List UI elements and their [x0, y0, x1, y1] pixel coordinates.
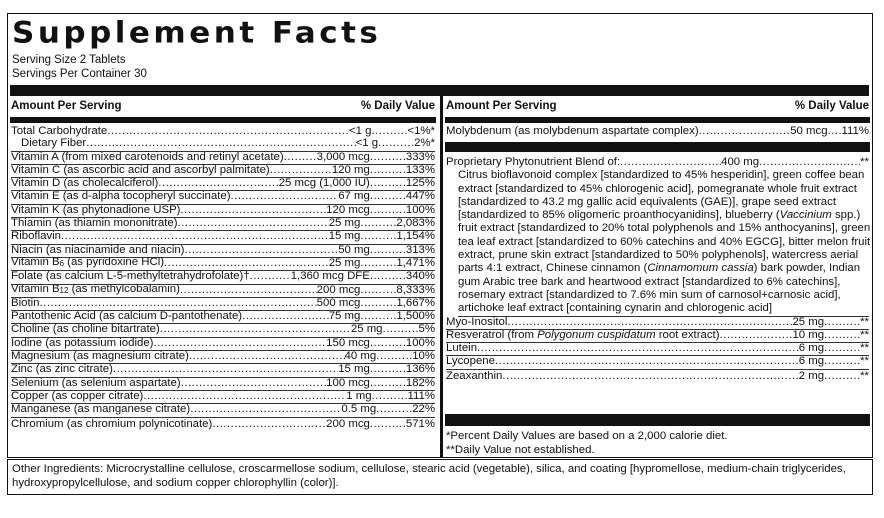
nutrient-daily-value: 313% — [405, 243, 435, 256]
nutrient-row — [11, 165, 435, 178]
blend-ingredients — [446, 169, 869, 316]
nutrient-daily-value: 182% — [405, 376, 435, 389]
blend-line: artichoke leaf extract [containing cynarin and chlorogenic acid] — [458, 302, 869, 316]
nutrient-amount: 67 mg — [338, 190, 370, 203]
nutrient-amount: 120 mcg — [326, 203, 370, 216]
nutrient-name: Zinc (as zinc citrate) — [11, 363, 113, 376]
blend-line: [standardized to 85% oligomeric proanthocyanidins], blueberry (Vaccinium spp.) — [458, 209, 861, 222]
nutrient-amount: 6 mg — [798, 342, 825, 355]
nutrient-row: Molybdenum (as molybdenum aspartate complex) ..... 50 mcg ..... 111% — [446, 125, 869, 138]
nutrient-row — [11, 255, 435, 271]
nutrient-amount: 2 mg — [798, 369, 825, 382]
nutrient-amount: 10 mg — [792, 328, 825, 341]
nutrient-row — [11, 364, 435, 377]
nutrient-daily-value: <1%* — [407, 125, 435, 137]
blend-block — [446, 156, 869, 383]
left-nutrient-list — [11, 125, 435, 431]
nutrient-row — [11, 351, 435, 364]
nutrient-row — [11, 282, 435, 298]
amount-per-serving-label: Amount Per Serving — [11, 100, 122, 112]
nutrient-name: Vitamin A (from mixed carotenoids and retinyl acetate) — [11, 150, 284, 163]
blend-line: parts 4:1 extract, Chinese cinnamon (Cinnamomum cassia) bark powder, Indian — [458, 262, 861, 275]
footnote-dv: *Percent Daily Values are based on a 2,000 calorie diet. — [446, 430, 728, 442]
nutrient-row — [11, 418, 435, 431]
nutrient-amount: 25 mg — [328, 217, 361, 230]
blend-line: tea leaf extract [standardized to 60% catechins and 40% EGCG], bitter melon fruit — [458, 235, 871, 248]
thick-divider — [445, 414, 870, 426]
nutrient-row — [11, 338, 435, 351]
nutrient-daily-value: 8,333% — [396, 283, 435, 296]
thick-divider — [445, 142, 870, 152]
nutrient-name: Vitamin K (as phytonadione USP) — [11, 203, 181, 216]
nutrient-row — [446, 330, 869, 343]
nutrient-daily-value: ** — [860, 369, 869, 382]
nutrient-row — [11, 152, 435, 165]
nutrient-daily-value: 1,471% — [396, 256, 435, 269]
daily-value-label: % Daily Value — [360, 100, 435, 112]
nutrient-amount: 0.5 mg — [341, 403, 377, 416]
other-ingredients: Other Ingredients: Microcrystalline cellulose, croscarmellose sodium, cellulose, stearic acid (vegetable), silica, and coating [hypromellose, medium-chain triglycerides, hydroxypropylcellulose, and sodium copper chlorophyllin (color)]. — [7, 459, 873, 495]
nutrient-daily-value: 340% — [405, 270, 435, 283]
blend-line: Citrus bioflavonoid complex [standardized to 45% hesperidin], green coffee bean — [458, 169, 865, 182]
nutrient-daily-value: 2,083% — [396, 217, 435, 230]
nutrient-name: Resveratrol (from Polygonum cuspidatum root extract) — [446, 328, 720, 341]
blend-line: gum Arabic tree bark and heartwood extract [standardized to 6% catechins], — [458, 275, 841, 288]
nutrient-name: Copper (as copper citrate) — [11, 389, 144, 402]
nutrient-row — [446, 370, 869, 383]
nutrient-amount: 150 mcg — [326, 336, 370, 349]
amount-per-serving-label: Amount Per Serving — [446, 100, 557, 112]
nutrient-amount: 1 mg — [346, 389, 372, 402]
nutrient-amount: 500 mcg — [316, 296, 361, 309]
nutrient-row — [11, 298, 435, 311]
nutrient-daily-value: 136% — [405, 363, 435, 376]
nutrient-name: Pantothenic Acid (as calcium D-pantothenate) — [11, 310, 243, 323]
nutrient-amount: 15 mg — [328, 230, 361, 243]
nutrient-amount: 50 mg — [338, 243, 370, 256]
nutrient-name: Magnesium (as magnesium citrate) — [11, 350, 189, 363]
nutrient-amount: 25 mg — [350, 323, 383, 336]
nutrient-name: Niacin (as niacinamide and niacin) — [11, 243, 185, 256]
nutrient-amount: <1 g — [355, 137, 379, 150]
left-header — [11, 99, 435, 113]
blend-line: [standardized to 43.2 mg gallic acid equivalents (GAE)], grape seed extract — [458, 195, 836, 208]
nutrient-name: Zeaxanthin — [446, 369, 503, 382]
nutrient-row — [11, 125, 435, 138]
nutrient-row — [11, 218, 435, 231]
molybdenum-block — [446, 125, 869, 138]
nutrient-name: Selenium (as selenium aspartate) — [11, 376, 181, 389]
nutrient-daily-value: 125% — [405, 177, 435, 190]
header-bar — [10, 117, 436, 123]
nutrient-amount: 6 mg — [798, 355, 825, 368]
nutrient-daily-value: ** — [860, 342, 869, 355]
servings-per-container: Servings Per Container 30 — [12, 68, 147, 80]
nutrient-daily-value: 1,667% — [396, 296, 435, 309]
nutrient-daily-value: 447% — [405, 190, 435, 203]
nutrient-name: Manganese (as manganese citrate) — [11, 403, 191, 416]
right-column — [446, 97, 869, 457]
nutrient-amount: 25 mg — [792, 315, 825, 328]
panel-title: Supplement Facts — [12, 16, 382, 51]
nutrient-row — [446, 317, 869, 330]
nutrient-row — [11, 378, 435, 391]
right-nutrient-list — [446, 317, 869, 383]
nutrient-name: Biotin — [11, 296, 40, 309]
left-column — [11, 97, 435, 457]
blend-line: extract, prune skin extract [standardized to 50% polyphenols], watercress aerial — [458, 249, 859, 262]
nutrient-daily-value: 1,500% — [396, 310, 435, 323]
blend-line: extract [standardized to 45% chlorogenic acid], pomegranate whole fruit extract — [458, 182, 857, 195]
nutrient-row — [446, 356, 869, 369]
serving-size: Serving Size 2 Tablets — [12, 54, 126, 66]
nutrient-name: Riboflavin — [11, 230, 62, 243]
nutrient-amount: 3,000 mcg — [316, 150, 370, 163]
nutrient-amount: 25 mcg (1,000 IU) — [278, 177, 370, 190]
blend-line: fruit extract [standardized to 20% total polyphenols and 15% anthocyanins], green — [458, 222, 871, 235]
nutrient-row — [11, 231, 435, 244]
nutrient-daily-value: 22% — [412, 403, 435, 416]
nutrient-name: Lutein — [446, 342, 478, 355]
nutrient-amount: 15 mg — [338, 363, 370, 376]
nutrient-name: Vitamin $B_6$ (as pyridoxine HCl) — [11, 255, 165, 268]
nutrient-name: Total Carbohydrate — [11, 125, 108, 137]
nutrient-amount: 120 mg — [331, 163, 370, 176]
nutrient-amount: 1,360 mcg DFE — [290, 270, 370, 283]
nutrient-amount: <1 g — [348, 125, 372, 137]
nutrient-name: Vitamin D (as cholecalciferol) — [11, 177, 159, 190]
nutrient-daily-value: ** — [860, 328, 869, 341]
nutrient-name: Iodine (as potassium iodide) — [11, 336, 154, 349]
nutrient-name: Dietary Fiber — [21, 137, 87, 150]
nutrient-row — [11, 191, 435, 204]
nutrient-row — [446, 343, 869, 356]
nutrient-row — [11, 311, 435, 324]
footnote-not-established: **Daily Value not established. — [446, 444, 595, 456]
nutrient-name: Chromium (as chromium polynicotinate) — [11, 417, 213, 430]
nutrient-amount: 200 mcg — [326, 417, 370, 430]
nutrient-name: Vitamin E (as d-alpha tocopheryl succinate) — [11, 190, 231, 203]
nutrient-daily-value: 100% — [405, 203, 435, 216]
nutrient-row — [11, 205, 435, 218]
nutrient-name: Thiamin (as thiamin mononitrate) — [11, 217, 178, 230]
nutrient-daily-value: 10% — [412, 350, 435, 363]
nutrient-daily-value: 100% — [405, 336, 435, 349]
nutrient-row — [11, 324, 435, 337]
nutrient-daily-value: 111% — [407, 389, 435, 402]
nutrient-name: Lycopene — [446, 355, 495, 368]
nutrient-row — [11, 404, 435, 417]
nutrient-daily-value: ** — [860, 355, 869, 368]
nutrient-daily-value: 2%* — [414, 137, 435, 150]
nutrient-name: Choline (as choline bitartrate) — [11, 323, 160, 336]
nutrient-row — [11, 391, 435, 404]
nutrient-daily-value: 1,154% — [396, 230, 435, 243]
nutrient-amount: 200 mcg — [316, 283, 361, 296]
nutrient-daily-value: 133% — [405, 163, 435, 176]
nutrient-name: Vitamin C (as ascorbic acid and ascorbyl palmitate) — [11, 163, 270, 176]
supplement-facts-panel — [7, 13, 873, 458]
nutrient-name: Myo-Inositol — [446, 315, 508, 328]
nutrient-name: Folate (as calcium L-5-methyltetrahydrofolate)† — [11, 270, 250, 283]
header-bar — [445, 117, 870, 123]
nutrient-daily-value: ** — [860, 315, 869, 328]
nutrient-row — [11, 138, 435, 151]
column-divider — [440, 85, 443, 457]
nutrient-amount: 25 mg — [328, 256, 361, 269]
nutrient-amount: 100 mcg — [326, 376, 370, 389]
nutrient-row — [11, 178, 435, 191]
blend-row: Proprietary Phytonutrient Blend of: ..... 400 mg ..... ** — [446, 156, 869, 169]
right-header — [446, 99, 869, 113]
nutrient-amount: 75 mg — [328, 310, 361, 323]
nutrient-daily-value: 333% — [405, 150, 435, 163]
nutrient-daily-value: 571% — [405, 417, 435, 430]
blend-line: rosemary extract [standardized to 7.6% min sum of carnosol+carnosic acid], — [458, 288, 841, 301]
nutrient-amount: 40 mg — [344, 350, 377, 363]
daily-value-label: % Daily Value — [794, 100, 869, 112]
nutrient-daily-value: 5% — [418, 323, 435, 336]
nutrient-name: Vitamin $B_{12}$ (as methylcobalamin) — [11, 282, 180, 295]
